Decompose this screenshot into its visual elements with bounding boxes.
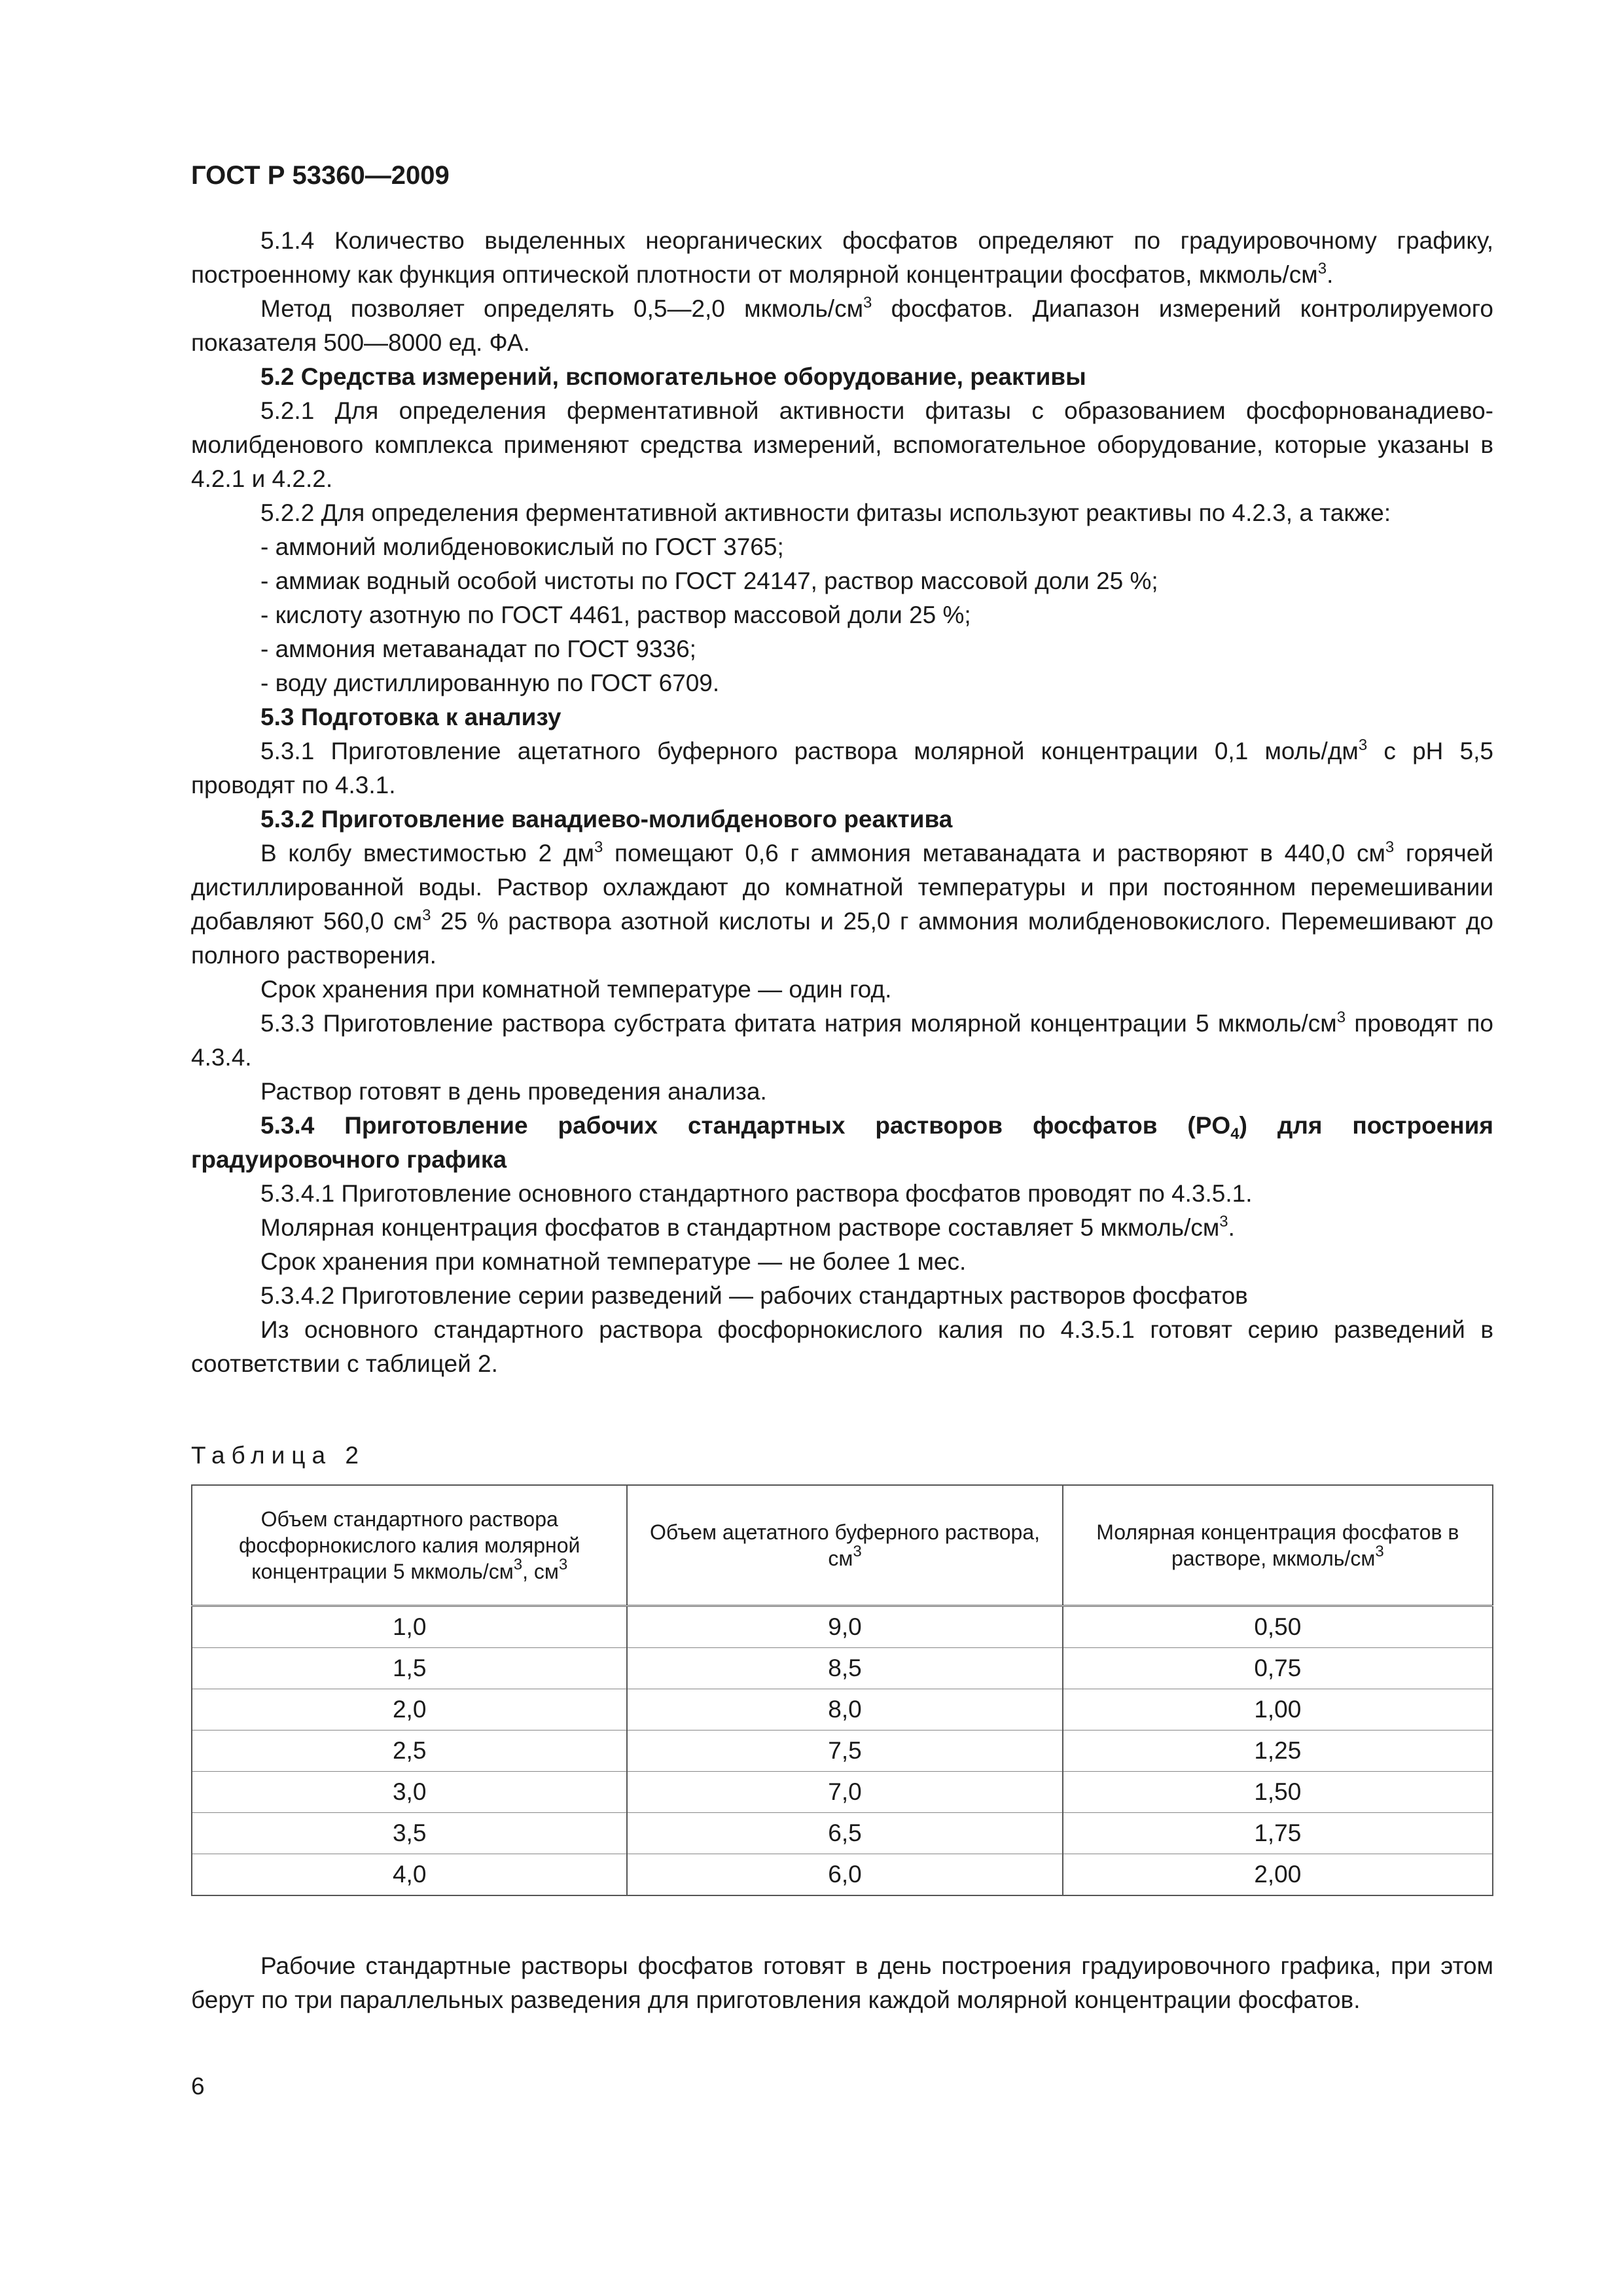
- table-cell: 1,00: [1063, 1689, 1493, 1731]
- paragraph-method-range: Метод позволяет определять 0,5—2,0 мкмоль/$см^3$ фосфатов. Диапазон измерений контролируемого показателя 500—8000 ед. ФА.: [191, 294, 1493, 356]
- table-header-cell: Молярная концентрация фосфатов в растворе, мкмоль/$см^3$: [1063, 1485, 1493, 1606]
- list-item: - кислоту азотную по ГОСТ 4461, раствор массовой доли 25 %;: [260, 601, 971, 628]
- table-cell: 6,5: [627, 1813, 1062, 1854]
- table-cell: 1,75: [1063, 1813, 1493, 1854]
- standard-title: ГОСТ Р 53360—2009: [191, 161, 450, 190]
- table-cell: 9,0: [627, 1606, 1062, 1648]
- paragraph-same-day: Раствор готовят в день проведения анализа.: [260, 1078, 767, 1105]
- table-row: [192, 1813, 1493, 1854]
- table-cell: 2,0: [192, 1689, 627, 1731]
- paragraph-5-3-4-2: 5.3.4.2 Приготовление серии разведений — рабочих стандартных растворов фосфатов: [260, 1282, 1248, 1309]
- table-cell: 0,75: [1063, 1648, 1493, 1689]
- table-cell: 3,5: [192, 1813, 627, 1854]
- table-cell: 7,5: [627, 1731, 1062, 1772]
- table-header-cell: Объем стандартного раствора фосфорнокислого калия молярной концентрации 5 мкмоль/$см^3$, $см^3$: [192, 1485, 627, 1606]
- list-item: - аммиак водный особой чистоты по ГОСТ 24147, раствор массовой доли 25 %;: [260, 567, 1158, 594]
- section-5-3-heading: 5.3 Подготовка к анализу: [260, 704, 562, 730]
- paragraph-5-1-4: 5.1.4 Количество выделенных неорганических фосфатов определяют по градуировочному графику, построенному как функция оптической плотности от молярной концентрации фосфатов, мкмоль/$см^3$.: [191, 227, 1493, 288]
- closing-paragraph-block: [191, 1949, 1493, 2017]
- list-item: - аммоний молибденовокислый по ГОСТ 3765;: [260, 533, 784, 560]
- paragraph-5-2-2: 5.2.2 Для определения ферментативной активности фитазы используют реактивы по 4.2.3, а также:: [260, 499, 1391, 526]
- table-row: [192, 1772, 1493, 1813]
- paragraph-molar-concentration: Молярная концентрация фосфатов в стандартном растворе составляет 5 мкмоль/$см^3$.: [260, 1213, 1235, 1241]
- table-cell: 3,0: [192, 1772, 627, 1813]
- table-row: [192, 1854, 1493, 1896]
- paragraph-5-3-1: 5.3.1 Приготовление ацетатного буферного раствора молярной концентрации 0,1 моль/$дм^3$ с pH 5,5 проводят по 4.3.1.: [191, 736, 1494, 798]
- paragraph-5-3-2: В колбу вместимостью 2 $дм^3$ помещают 0,6 г аммония метаванадата и растворяют в 440,0 $см^3$ горячей дистиллированной воды. Раствор охлаждают до комнатной температуры и при постоянном перемешивании добавляют 560,0 $см^3$ 25 % раствора азотной кислоты и 25,0 г аммония молибденовокислого. Перемешивают до полного растворения.: [191, 838, 1494, 969]
- table-cell: 8,5: [627, 1648, 1062, 1689]
- table-row: [192, 1606, 1493, 1648]
- table-row: [192, 1648, 1493, 1689]
- table-cell: 7,0: [627, 1772, 1062, 1813]
- paragraph-storage-2: Срок хранения при комнатной температуре — не более 1 мес.: [260, 1248, 967, 1275]
- document-body: [191, 224, 1493, 1381]
- table-cell: 0,50: [1063, 1606, 1493, 1648]
- paragraph-closing: Рабочие стандартные растворы фосфатов готовят в день построения градуировочного графика, при этом берут по три параллельных разведения для приготовления каждой молярной концентрации фосфатов.: [191, 1952, 1493, 2013]
- table-cell: 4,0: [192, 1854, 627, 1896]
- table-row: [192, 1731, 1493, 1772]
- table-header-row: [192, 1485, 1493, 1606]
- list-item: - аммония метаванадат по ГОСТ 9336;: [260, 636, 696, 662]
- section-5-3-2-heading: 5.3.2 Приготовление ванадиево-молибденового реактива: [260, 806, 953, 833]
- paragraph-storage-1: Срок хранения при комнатной температуре — один год.: [260, 976, 892, 1003]
- section-5-2-heading: 5.2 Средства измерений, вспомогательное оборудование, реактивы: [260, 363, 1086, 390]
- paragraph-5-3-4-1: 5.3.4.1 Приготовление основного стандартного раствора фосфатов проводят по 4.3.5.1.: [260, 1180, 1253, 1207]
- table-row: [192, 1689, 1493, 1731]
- paragraph-5-2-1: 5.2.1 Для определения ферментативной активности фитазы с образованием фосфорнованадиево-молибденового комплекса применяют средства измерений, вспомогательное оборудование, которые указаны в 4.2.1 и 4.2.2.: [191, 397, 1493, 492]
- table-cell: 1,5: [192, 1648, 627, 1689]
- table-caption: Таблица 2: [191, 1442, 365, 1469]
- page-number: 6: [191, 2073, 205, 2100]
- table-cell: 1,0: [192, 1606, 627, 1648]
- table-cell: 8,0: [627, 1689, 1062, 1731]
- list-item: - воду дистиллированную по ГОСТ 6709.: [260, 670, 720, 696]
- reagent-list: [191, 530, 1493, 700]
- table-cell: 2,5: [192, 1731, 627, 1772]
- paragraph-series: Из основного стандартного раствора фосфорнокислого калия по 4.3.5.1 готовят серию разведений в соответствии с таблицей 2.: [191, 1316, 1493, 1377]
- paragraph-5-3-3: 5.3.3 Приготовление раствора субстрата фитата натрия молярной концентрации 5 мкмоль/$см^3$ проводят по 4.3.4.: [191, 1009, 1493, 1071]
- dilution-table: [191, 1484, 1493, 1896]
- table-cell: 2,00: [1063, 1854, 1493, 1896]
- table-cell: 6,0: [627, 1854, 1062, 1896]
- table-cell: 1,25: [1063, 1731, 1493, 1772]
- section-5-3-4-heading: 5.3.4 Приготовление рабочих стандартных растворов фосфатов $(PO_4)$ для построения градуировочного графика: [191, 1112, 1493, 1173]
- table-header-cell: Объем ацетатного буферного раствора, $см^3$: [627, 1485, 1062, 1606]
- table-cell: 1,50: [1063, 1772, 1493, 1813]
